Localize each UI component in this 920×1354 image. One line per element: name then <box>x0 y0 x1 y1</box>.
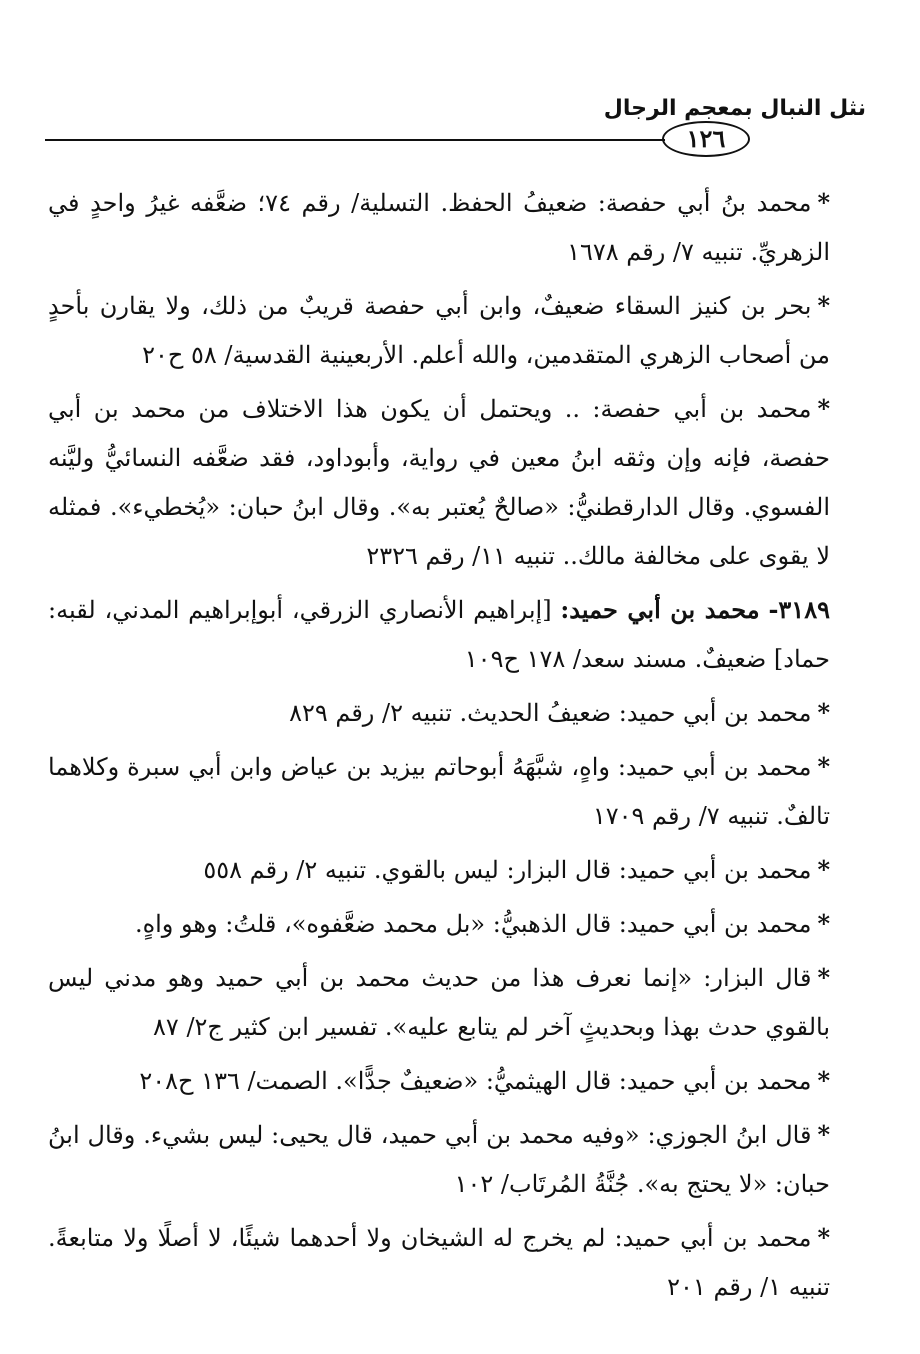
bullet-star: * <box>817 188 830 217</box>
entry <box>48 845 830 895</box>
entry-text: محمد بن أبي حميد: ضعيفُ الحديث. تنبيه ٢/ رقم ٨٢٩ <box>289 699 812 727</box>
entry <box>48 953 830 1052</box>
bullet-star: * <box>817 1066 830 1095</box>
entry-text: محمد بن أبي حميد: قال الذهبيُّ: «بل محمد ضعَّفوه»، قلتُ: وهو واهٍ. <box>134 910 812 938</box>
entry-text: محمد بنُ أبي حفصة: ضعيفُ الحفظ. التسلية/ رقم ٧٤؛ ضعَّفه غيرُ واحدٍ في الزهريِّ. تنبيه ٧/ رقم ١٦٧٨ <box>48 189 830 266</box>
entry <box>48 742 830 841</box>
entry-text: محمد بن أبي حميد: لم يخرج له الشيخان ولا أحدهما شيئًا، لا أصلًا ولا متابعةً. تنبيه ١/ رقم ٢٠١ <box>48 1224 830 1301</box>
entry-text: [إبراهيم الأنصاري الزرقي، أبوإبراهيم المدني، لقبه: حماد] ضعيفٌ. مسند سعد/ ١٧٨ ح١٠٩ <box>48 596 830 673</box>
entry-text: محمد بن أبي حميد: واهٍ، شبَّهَهُ أبوحاتم بيزيد بن عياض وابن أبي سبرة وكلاهما تالفٌ. تنبيه ٧/ رقم ١٧٠٩ <box>48 753 830 830</box>
entry <box>48 384 830 581</box>
entry <box>48 1056 830 1106</box>
page-content <box>48 178 830 1316</box>
entry-text: محمد بن أبي حميد: قال الهيثميُّ: «ضعيفٌ جدًّا». الصمت/ ١٣٦ ح٢٠٨ <box>139 1067 812 1095</box>
bullet-star: * <box>817 291 830 320</box>
bullet-star: * <box>817 752 830 781</box>
entry-text: قال ابنُ الجوزي: «وفيه محمد بن أبي حميد، قال يحيى: ليس بشيء. وقال ابنُ حبان: «لا يحتج به». جُنَّةُ المُرتَاب/ ١٠٢ <box>48 1121 830 1198</box>
bullet-star: * <box>817 394 830 423</box>
entry-numbered <box>48 585 830 684</box>
entry <box>48 899 830 949</box>
entry <box>48 688 830 738</box>
bullet-star: * <box>817 1223 830 1252</box>
entry <box>48 1213 830 1312</box>
entry <box>48 1110 830 1209</box>
entry <box>48 178 830 277</box>
running-title: نثل النبال بمعجم الرجال <box>603 96 866 121</box>
header-rule <box>45 139 665 141</box>
entry-name: محمد بن أبي حميد: <box>560 595 760 624</box>
bullet-star: * <box>817 698 830 727</box>
entry-text: محمد بن أبي حفصة: .. ويحتمل أن يكون هذا الاختلاف من محمد بن أبي حفصة، فإنه وإن وثقه ابنُ معين في رواية، وأبوداود، فقد ضعَّفه النسائيُّ وليَّنه الفسوي. وقال الدارقطنيُّ: «صالحٌ يُعتبر به». وقال ابنُ حبان: «يُخطيء». فمثله لا يقوى على مخالفة مالك.. تنبيه ١١/ رقم ٢٣٢٦ <box>48 395 830 570</box>
entry <box>48 281 830 380</box>
page-number: ١٢٦ <box>662 121 750 157</box>
bullet-star: * <box>817 963 830 992</box>
entry-text: قال البزار: «إنما نعرف هذا من حديث محمد بن أبي حميد وهو مدني ليس بالقوي حدث بهذا وبحديثٍ آخر لم يتابع عليه». تفسير ابن كثير ج٢/ ٨٧ <box>48 964 830 1041</box>
bullet-star: * <box>817 909 830 938</box>
entry-text: بحر بن كنيز السقاء ضعيفٌ، وابن أبي حفصة قريبٌ من ذلك، ولا يقارن بأحدٍ من أصحاب الزهري المتقدمين، والله أعلم. الأربعينية القدسية/ ٥٨ ح٢٠ <box>48 292 830 369</box>
entry-number: ٣١٨٩- <box>768 595 830 624</box>
entry-text: محمد بن أبي حميد: قال البزار: ليس بالقوي. تنبيه ٢/ رقم ٥٥٨ <box>203 856 812 884</box>
bullet-star: * <box>817 855 830 884</box>
bullet-star: * <box>817 1120 830 1149</box>
